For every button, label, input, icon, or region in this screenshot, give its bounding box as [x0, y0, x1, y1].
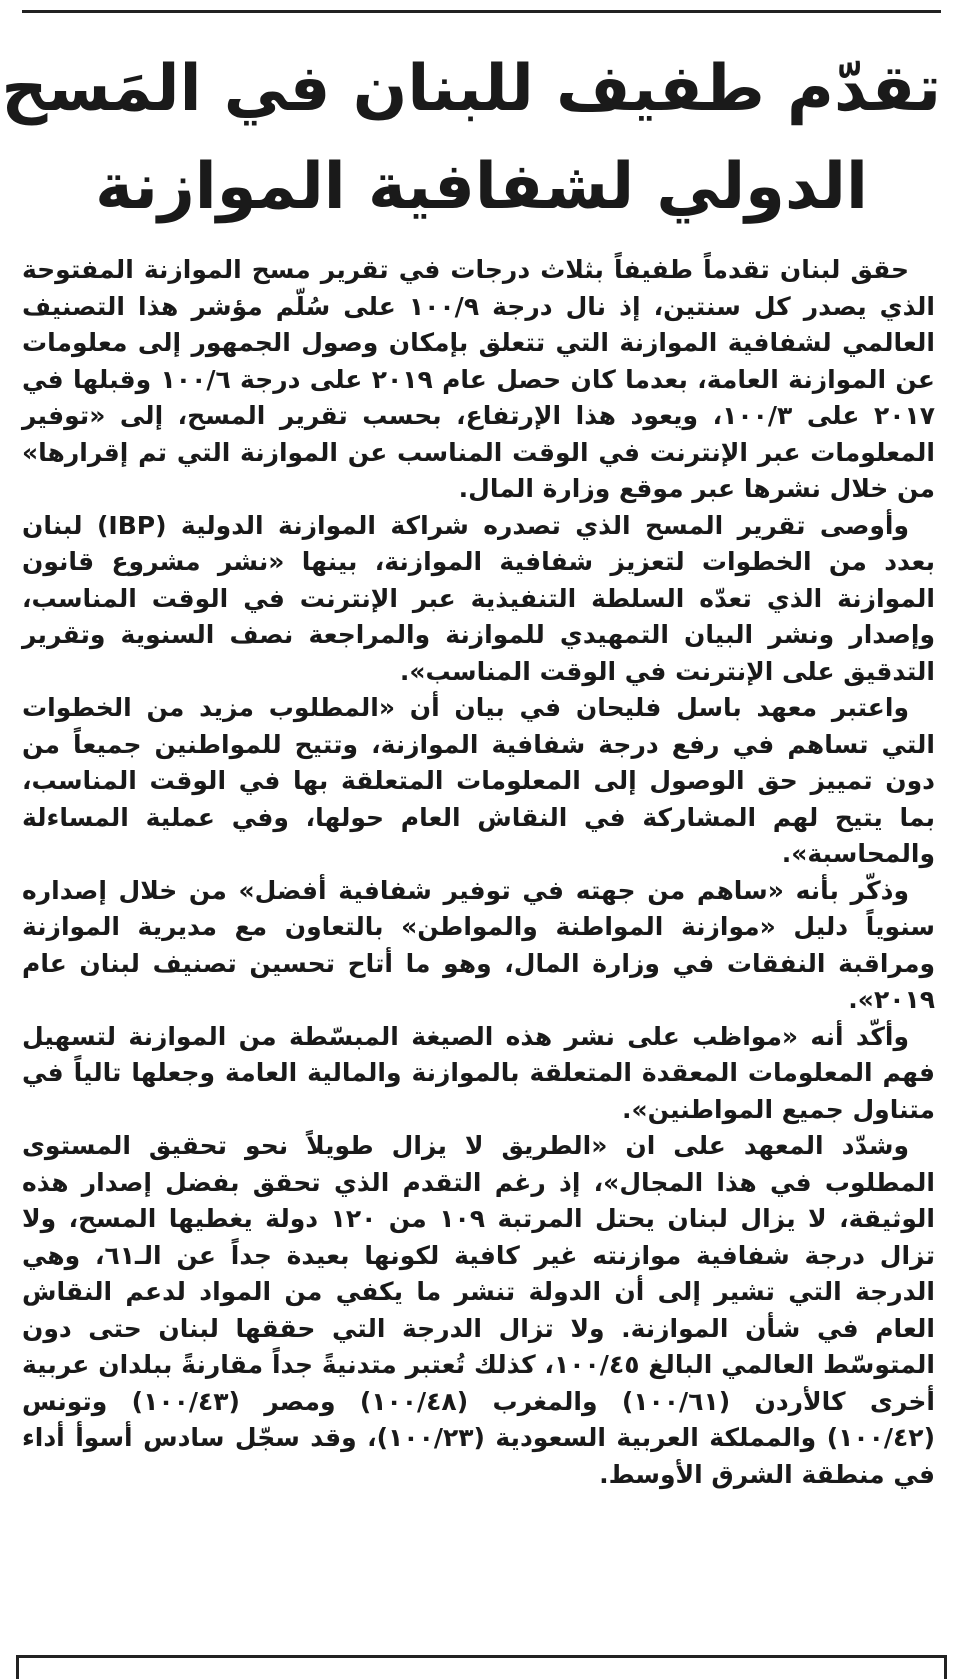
article-paragraph-3: واعتبر معهد باسل فليحان في بيان أن «المطلوب مزيد من الخطوات التي تساهم في رفع درجة شفافية الموازنة، وتتيح للمواطنين جميعاً من دون تمييز حق الوصول إلى المعلومات المتعلقة بها في الوقت المناسب، بما يتيح لهم المشاركة في النقاش العام حولها، وفي عملية المساءلة والمحاسبة». [22, 693, 935, 868]
article-body [22, 252, 935, 1493]
article-paragraph-2: وأوصى تقرير المسح الذي تصدره شراكة الموازنة الدولية (IBP) لبنان بعدد من الخطوات لتعزيز شفافية الموازنة، بينها «نشر مشروع قانون الموازنة الذي تعدّه السلطة التنفيذية عبر الإنترنت في الوقت المناسب، وإصدار ونشر البيان التمهيدي للموازنة والمراجعة نصف السنوية وتقرير التدقيق على الإنترنت في الوقت المناسب». [22, 510, 935, 686]
headline-line-1: تقدّم طفيف للبنان في المَسح [1, 52, 941, 126]
article-paragraph-6: وشدّد المعهد على ان «الطريق لا يزال طويلاً نحو تحقيق المستوى المطلوب في هذا المجال»، إذ رغم التقدم الذي تحقق بفضل إصدار هذه الوثيقة، لا يزال لبنان يحتل المرتبة ١٠٩ من ١٢٠ دولة يغطيها المسح، ولا تزال درجة شفافية موازنته غير كافية لكونها بعيدة جداً عن الـ٦١، وهي الدرجة التي تشير إلى أن الدولة تنشر ما يكفي من المواد لدعم النقاش العام في شأن الموازنة. ولا تزال الدرجة التي حققها لبنان حتى دون المتوسّط العالمي البالغ ١٠٠/٤٥، كذلك تُعتبر متدنيةً جداً مقارنةً ببلدان عربية أخرى كالأردن (١٠٠/٦١) والمغرب (١٠٠/٤٨) ومصر (١٠٠/٤٣) وتونس (١٠٠/٤٢) والمملكة العربية السعودية (١٠٠/٢٣)، وقد سجّل سادس أسوأ أداء في منطقة الشرق الأوسط. [22, 1131, 935, 1489]
top-divider [22, 10, 941, 13]
article-paragraph-5: وأكّد أنه «مواظب على نشر هذه الصيغة المبسّطة من الموازنة لتسهيل فهم المعلومات المعقدة المتعلقة بالموازنة والمالية العامة وجعلها تالياً في متناول جميع المواطنين». [22, 1021, 935, 1124]
headline [1, 40, 941, 236]
article-paragraph-4: وذكّر بأنه «ساهم من جهته في توفير شفافية أفضل» من خلال إصداره سنوياً دليل «موازنة المواطنة والمواطن» بالتعاون مع مديرية الموازنة ومراقبة النفقات في وزارة المال، وهو ما أتاح تحسين تصنيف لبنان عام ٢٠١٩». [22, 875, 935, 1014]
headline-line-2: الدولي لشفافية الموازنة [95, 150, 868, 224]
bottom-divider [16, 1655, 947, 1679]
article-paragraph-1: حقق لبنان تقدماً طفيفاً بثلاث درجات في تقرير مسح الموازنة المفتوحة الذي يصدر كل سنتين، إذ نال درجة ١٠٠/٩ على سُلّم مؤشر هذا التصنيف العالمي لشفافية الموازنة التي تتعلق بإمكان وصول الجمهور إلى معلومات عن الموازنة العامة، بعدما كان حصل عام ٢٠١٩ على درجة ١٠٠/٦ وقبلها في ٢٠١٧ على ١٠٠/٣، ويعود هذا الإرتفاع، بحسب تقرير المسح، إلى «توفير المعلومات عبر الإنترنت في الوقت المناسب عن الموازنة التي تم إقرارها» من خلال نشرها عبر موقع وزارة المال. [22, 255, 935, 503]
